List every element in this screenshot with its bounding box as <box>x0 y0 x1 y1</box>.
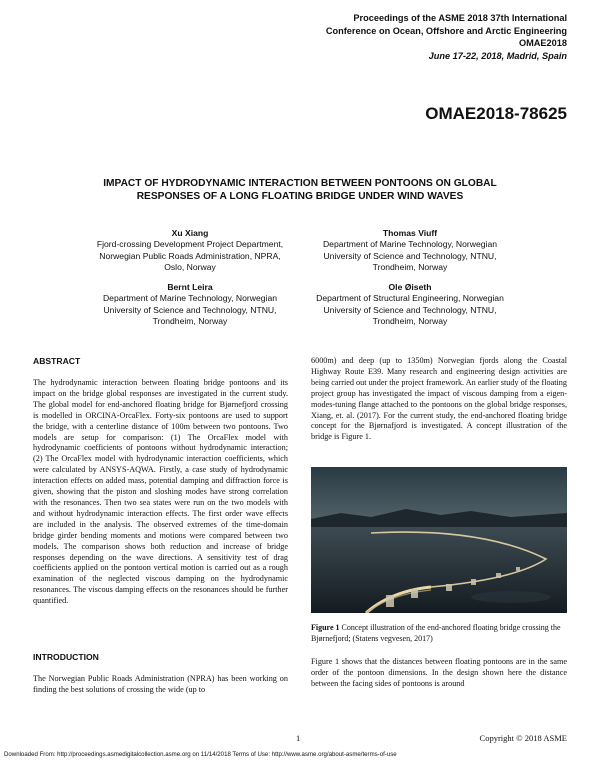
author-block <box>80 228 300 274</box>
author-affiliation: Department of Marine Technology, Norwegian <box>322 239 498 250</box>
author-name: Xu Xiang <box>171 228 209 238</box>
download-note: Downloaded From: http://proceedings.asmedigitalcollection.asme.org on 11/14/2018 Terms of Use: http://www.asme.org/about-asme/terms-of-use <box>4 751 397 758</box>
paper-id: OMAE2018-78625 <box>425 104 567 123</box>
author-affiliation: University of Science and Technology, NTNU, <box>323 250 497 261</box>
introduction-heading: INTRODUCTION <box>33 652 99 662</box>
figure-caption-text: Concept illustration of the end-anchored floating bridge crossing the Bjørnefjord; (Statens vegvesen, 2017) <box>311 623 561 643</box>
title-line: RESPONSES OF A LONG FLOATING BRIDGE UNDER WIND WAVES <box>136 191 464 202</box>
intro-continued-text: 6000m) and deep (up to 1350m) Norwegian fjords along the Coastal Highway Route E39. Many research and engineering design activities are being carried out under the project framework. An earlier study of the floating project group has investigated the impact of viscous damping from a eigen-modes-tuning flange attached to the pontoons on the global bridge responses, Xiang, et. al. (2017). For the current study, the end-anchored floating bridge concept for the Bjørnafjord is investigated. A concept illustration of the bridge is Figure 1. <box>311 356 567 442</box>
bridge-illustration <box>311 467 567 613</box>
author-affiliation: Trondheim, Norway <box>372 316 448 327</box>
author-block <box>300 228 520 274</box>
figure-discussion-text: Figure 1 shows that the distances between floating pontoons are in the same order of the pontoon dimensions. In the design shown here the distance between the facing sides of pontoons is around <box>311 657 567 688</box>
copyright-notice: Copyright © 2018 ASME <box>479 733 567 743</box>
author-affiliation: Norwegian Public Roads Administration, NPRA, <box>99 250 281 261</box>
author-affiliation: Department of Marine Technology, Norwegian <box>102 293 278 304</box>
proceedings-date: June 17-22, 2018, Madrid, Spain <box>428 50 567 61</box>
figure-caption <box>311 623 567 644</box>
author-affiliation: Department of Structural Engineering, Norwegian <box>316 293 504 304</box>
abstract-heading: ABSTRACT <box>33 356 81 366</box>
author-affiliation: Trondheim, Norway <box>372 262 448 273</box>
author-name: Ole Øiseth <box>388 282 432 292</box>
title-line: IMPACT OF HYDRODYNAMIC INTERACTION BETWEEN PONTOONS ON GLOBAL <box>103 178 497 189</box>
author-block <box>300 282 520 328</box>
author-affiliation: University of Science and Technology, NTNU, <box>323 304 497 315</box>
proceedings-header <box>247 12 567 62</box>
author-name: Thomas Viuff <box>382 228 438 238</box>
author-affiliation: Trondheim, Norway <box>152 316 228 327</box>
abstract-text: The hydrodynamic interaction between floating bridge pontoons and its impact on the bridge global responses are investigated in the current study. The global model for end-anchored floating bridge for Bjørnefjord crossing is modelled in ORCINA-OrcaFlex. Forty-six pontoons are used to support the bridge, with a centerline distance of 100m between two pontoons. Two models are setup for comparison: (1) The OrcaFlex model with hydrodynamic coefficients of pontoons without hydrodynamic interaction; (2) The OrcaFlex model with hydrodynamic interaction coefficients, which were calculated by ANSYS-AQWA. Firstly, a case study of hydrodynamic interaction effects on added mass, potential damping and diffraction force is given, showing that the piston and sloshing modes have strong correlation with the resonances. Then two sea states were run on the two models with and without hydrodynamic interaction effects. The first order wave effects are included in the analysis. The observed extremes of the time-domain bridge girder bending moments and motions were compared between two models. The comparison shows both reduction and increase of bridge responses depending on the wave directions. A sensitivity test of drag coefficients applied on the pontoon vertical motion is carried out as a rough examination of the neglected viscous damping on the hydrodynamic resonances. The viscous damping effects on the resonances should be further quantified. <box>33 378 288 606</box>
bridge-illustration-graphic <box>311 467 567 613</box>
proceedings-line: OMAE2018 <box>518 38 567 48</box>
author-block <box>80 282 300 328</box>
author-affiliation: Fjord-crossing Development Project Department, <box>96 239 284 250</box>
proceedings-line: Conference on Ocean, Offshore and Arctic Engineering <box>325 25 567 36</box>
introduction-text: The Norwegian Public Roads Administration (NPRA) has been working on finding the best solutions of crossing the wide (up to <box>33 674 288 694</box>
paper-title <box>60 177 540 203</box>
author-name: Bernt Leira <box>167 282 213 292</box>
proceedings-line: Proceedings of the ASME 2018 37th International <box>353 13 567 23</box>
figure-label: Figure 1 <box>311 623 340 632</box>
author-affiliation: Oslo, Norway <box>164 262 216 273</box>
author-affiliation: University of Science and Technology, NTNU, <box>103 304 277 315</box>
page-number: 1 <box>296 733 301 743</box>
